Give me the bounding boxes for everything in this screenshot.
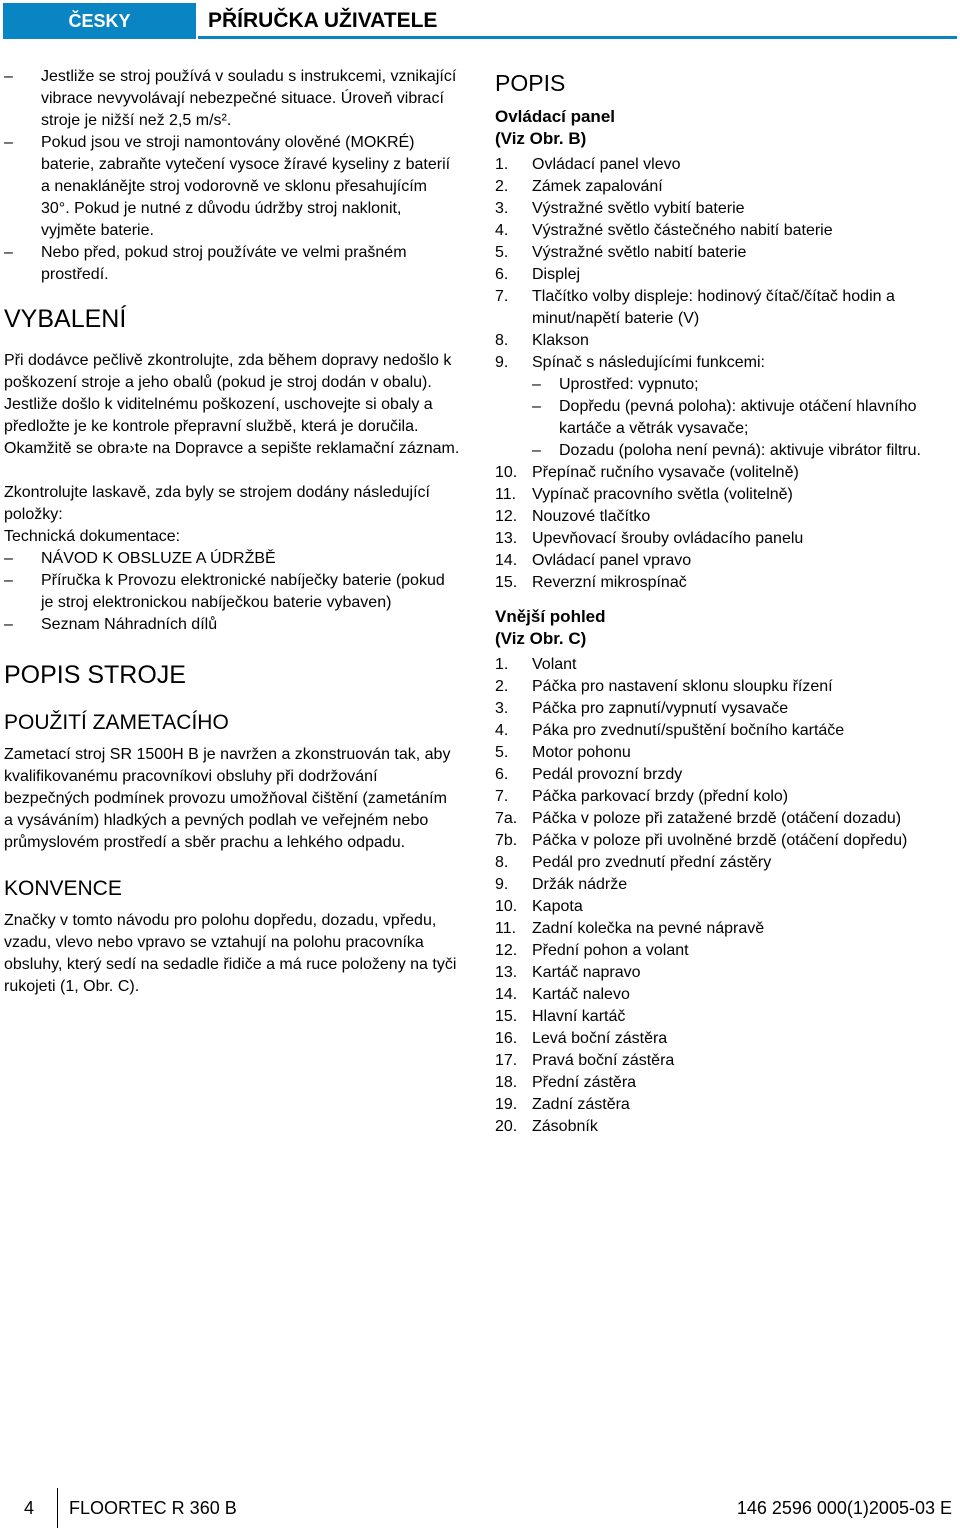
list-item: [495, 1028, 945, 1050]
list-item: [495, 940, 945, 962]
item-text: Páčka v poloze při zatažené brzdě (otáčení dozadu): [532, 810, 902, 827]
item-text: Vypínač pracovního světla (volitelně): [532, 486, 793, 503]
item-number: 7a.: [495, 810, 518, 827]
list-item: [495, 352, 945, 374]
item-text: Pravá boční zástěra: [532, 1052, 675, 1069]
item-number: 14.: [495, 552, 518, 569]
list-item: [495, 330, 945, 352]
list-item: [495, 220, 945, 242]
item-number: 6.: [495, 266, 509, 283]
intro-bullet: – Nebo před, pokud stroj používáte ve velmi prašném prostředí.: [4, 242, 460, 286]
item-text: Upevňovací šrouby ovládacího panelu: [532, 530, 804, 547]
list-item: [495, 786, 945, 808]
list-item: [495, 198, 945, 220]
list-item: [495, 742, 945, 764]
item-text: Páčka parkovací brzdy (přední kolo): [532, 788, 789, 805]
item-number: 10.: [495, 464, 518, 481]
page-footer: [0, 1488, 960, 1528]
document-code: 146 2596 000(1)2005-03 E: [736, 1498, 952, 1518]
item-number: 11.: [495, 920, 517, 937]
doc-item: – NÁVOD K OBSLUZE A ÚDRŽBĚ: [4, 548, 460, 570]
item-number: 10.: [495, 898, 518, 915]
tech-docs-label: Technická dokumentace:: [4, 528, 181, 545]
item-text: Páka pro zvednutí/spuštění bočního kartáče: [532, 722, 845, 739]
item-number: 17.: [495, 1052, 518, 1069]
item-number: 16.: [495, 1030, 518, 1047]
item-text: Kartáč napravo: [532, 964, 641, 981]
item-number: 1.: [495, 156, 509, 173]
item-number: 18.: [495, 1074, 518, 1091]
intro-bullet: – Jestliže se stroj používá v souladu s instrukcemi, vznikající vibrace nevyvolávají nebezpečné situace. Úroveň vibrací stroje je nižší než 2,5 m/s².: [4, 66, 460, 132]
switch-subitem: – Dopředu (pevná poloha): aktivuje otáčení hlavního kartáče a větrák vysavače;: [495, 396, 945, 440]
list-item: [495, 962, 945, 984]
item-text: Výstražné světlo částečného nabití baterie: [532, 222, 833, 239]
item-text: Páčka pro nastavení sklonu sloupku řízení: [532, 678, 833, 695]
list-item: [495, 896, 945, 918]
item-text: Ovládací panel vlevo: [532, 156, 681, 173]
item-text: Nouzové tlačítko: [532, 508, 651, 525]
check-text: Zkontrolujte laskavě, zda byly se strojem dodány následující položky:: [4, 484, 430, 523]
exterior-ref: (Viz Obr. C): [495, 629, 587, 648]
list-item: [495, 698, 945, 720]
list-item: [495, 1094, 945, 1116]
item-number: 6.: [495, 766, 509, 783]
exterior-list: [495, 654, 945, 1138]
conventions-heading: KONVENCE: [4, 877, 122, 900]
item-text: Přepínač ručního vysavače (volitelně): [532, 464, 799, 481]
item-number: 11.: [495, 486, 517, 503]
item-number: 8.: [495, 854, 509, 871]
item-number: 5.: [495, 744, 509, 761]
item-number: 4.: [495, 222, 509, 239]
list-item: [495, 1072, 945, 1094]
item-number: 9.: [495, 876, 509, 893]
unpack-text: Při dodávce pečlivě zkontrolujte, zda během dopravy nedošlo k poškození stroje a jeho obalů (pokud je stroj dodán v obalu). Jestliže došlo k viditelnému poškození, uschovejte si obaly a předložte je ke kontrole přepravní službě, která je doručila. Okamžitě se obra›te na Dopravce a sepište reklamační záznam.: [4, 352, 460, 457]
list-item: [495, 484, 945, 506]
item-number: 1.: [495, 656, 509, 673]
item-text: Reverzní mikrospínač: [532, 574, 687, 591]
item-number: 7.: [495, 788, 509, 805]
list-item: [495, 264, 945, 286]
item-number: 5.: [495, 244, 509, 261]
control-panel-ref: (Viz Obr. B): [495, 129, 587, 148]
item-text: Držák nádrže: [532, 876, 628, 893]
switch-subitem: – Uprostřed: vypnuto;: [495, 374, 945, 396]
item-number: 13.: [495, 964, 518, 981]
item-text: Zásobník: [532, 1118, 598, 1135]
use-text: Zametací stroj SR 1500H B je navržen a zkonstruován tak, aby kvalifikovanému pracovníkovi obsluhy při dodržování bezpečných podmínek provozu umožňoval čištění (zametáním a vysáváním) hladkých a pevných podlah ve veřejném nebo průmyslovém prostředí a sběr prachu a lehkého odpadu.: [4, 746, 451, 851]
item-text: Páčka pro zapnutí/vypnutí vysavače: [532, 700, 789, 717]
item-number: 13.: [495, 530, 518, 547]
list-item: [495, 874, 945, 896]
footer-divider: [57, 1488, 58, 1528]
page-title: PŘÍRUČKA UŽIVATELE: [198, 3, 957, 39]
list-item: [495, 1050, 945, 1072]
item-number: 19.: [495, 1096, 518, 1113]
control-panel-heading: Ovládací panel: [495, 107, 615, 126]
list-item: [495, 918, 945, 940]
item-text: Tlačítko volby displeje: hodinový čítač/čítač hodin a minut/napětí baterie (V): [532, 288, 895, 327]
intro-bullet: – Pokud jsou ve stroji namontovány olověné (MOKRÉ) baterie, zabraňte vytečení vysoce žíravé kyseliny z baterií a nenaklánějte stroj vodorovně ve sklonu přesahujícím 30°. Pokud je nutné z důvodu údržby stroj naklonit, vyjměte baterie.: [4, 132, 460, 242]
doc-item: – Příručka k Provozu elektronické nabíječky baterie (pokud je stroj elektronickou nabíječkou baterie vybaven): [4, 570, 460, 614]
item-number: 12.: [495, 508, 518, 525]
item-text: Volant: [532, 656, 577, 673]
item-text: Kartáč nalevo: [532, 986, 630, 1003]
doc-item: – Seznam Náhradních dílů: [4, 614, 460, 636]
item-number: 3.: [495, 700, 509, 717]
list-item: [495, 550, 945, 572]
conventions-text: Značky v tomto návodu pro polohu dopředu, dozadu, vpředu, vzadu, vlevo nebo vpravo se vztahují na polohu pracovníka obsluhy, který sedí na sedadle řidiče a má ruce položeny na tyči rukojeti (1, Obr. C).: [4, 912, 457, 995]
list-item: [495, 1006, 945, 1028]
list-item: [495, 176, 945, 198]
switch-subitems: [495, 374, 945, 462]
left-column: [4, 66, 460, 998]
list-item: [495, 808, 945, 830]
list-item: [495, 286, 945, 330]
item-text: Displej: [532, 266, 581, 283]
list-item: [495, 654, 945, 676]
item-text: Zadní kolečka na pevné nápravě: [532, 920, 765, 937]
list-item: [495, 506, 945, 528]
right-column: [495, 68, 945, 1138]
control-panel-list-continued: [495, 462, 945, 594]
item-number: 12.: [495, 942, 518, 959]
page-number: 4: [24, 1498, 35, 1518]
item-text: Pedál pro zvednutí přední zástěry: [532, 854, 772, 871]
exterior-heading: Vnější pohled: [495, 607, 606, 626]
unpack-heading: VYBALENÍ: [4, 305, 127, 333]
list-item: [495, 528, 945, 550]
list-item: [495, 242, 945, 264]
description-heading: POPIS: [495, 70, 566, 96]
use-heading: POUŽITÍ ZAMETACÍHO: [4, 711, 229, 734]
item-text: Výstražné světlo vybití baterie: [532, 200, 745, 217]
item-text: Hlavní kartáč: [532, 1008, 626, 1025]
list-item: [495, 1116, 945, 1138]
item-text: Kapota: [532, 898, 583, 915]
item-number: 2.: [495, 678, 509, 695]
control-panel-list: [495, 154, 945, 374]
item-number: 9.: [495, 354, 509, 371]
model-name: FLOORTEC R 360 B: [69, 1498, 237, 1518]
list-item: [495, 764, 945, 786]
item-text: Levá boční zástěra: [532, 1030, 668, 1047]
item-text: Přední pohon a volant: [532, 942, 689, 959]
item-text: Páčka v poloze při uvolněné brzdě (otáčení dopředu): [532, 832, 908, 849]
item-number: 4.: [495, 722, 509, 739]
switch-subitem: – Dozadu (poloha není pevná): aktivuje vibrátor filtru.: [495, 440, 945, 462]
item-text: Výstražné světlo nabití baterie: [532, 244, 747, 261]
item-number: 7b.: [495, 832, 518, 849]
item-text: Zadní zástěra: [532, 1096, 630, 1113]
list-item: [495, 830, 945, 852]
machine-description-heading: POPIS STROJE: [4, 661, 186, 689]
list-item: [495, 984, 945, 1006]
list-item: [495, 676, 945, 698]
item-text: Ovládací panel vpravo: [532, 552, 692, 569]
item-text: Zámek zapalování: [532, 178, 663, 195]
list-item: [495, 154, 945, 176]
item-number: 3.: [495, 200, 509, 217]
list-item: [495, 462, 945, 484]
item-number: 14.: [495, 986, 518, 1003]
list-item: [495, 852, 945, 874]
item-number: 2.: [495, 178, 509, 195]
item-text: Pedál provozní brzdy: [532, 766, 683, 783]
list-item: [495, 572, 945, 594]
item-text: Motor pohonu: [532, 744, 631, 761]
item-number: 15.: [495, 574, 518, 591]
item-number: 7.: [495, 288, 509, 305]
item-number: 8.: [495, 332, 509, 349]
language-tab: ČESKY: [3, 3, 196, 39]
item-text: Klakson: [532, 332, 589, 349]
list-item: [495, 720, 945, 742]
item-text: Spínač s následujícími funkcemi:: [532, 354, 765, 371]
item-text: Přední zástěra: [532, 1074, 637, 1091]
item-number: 20.: [495, 1118, 518, 1135]
item-number: 15.: [495, 1008, 518, 1025]
